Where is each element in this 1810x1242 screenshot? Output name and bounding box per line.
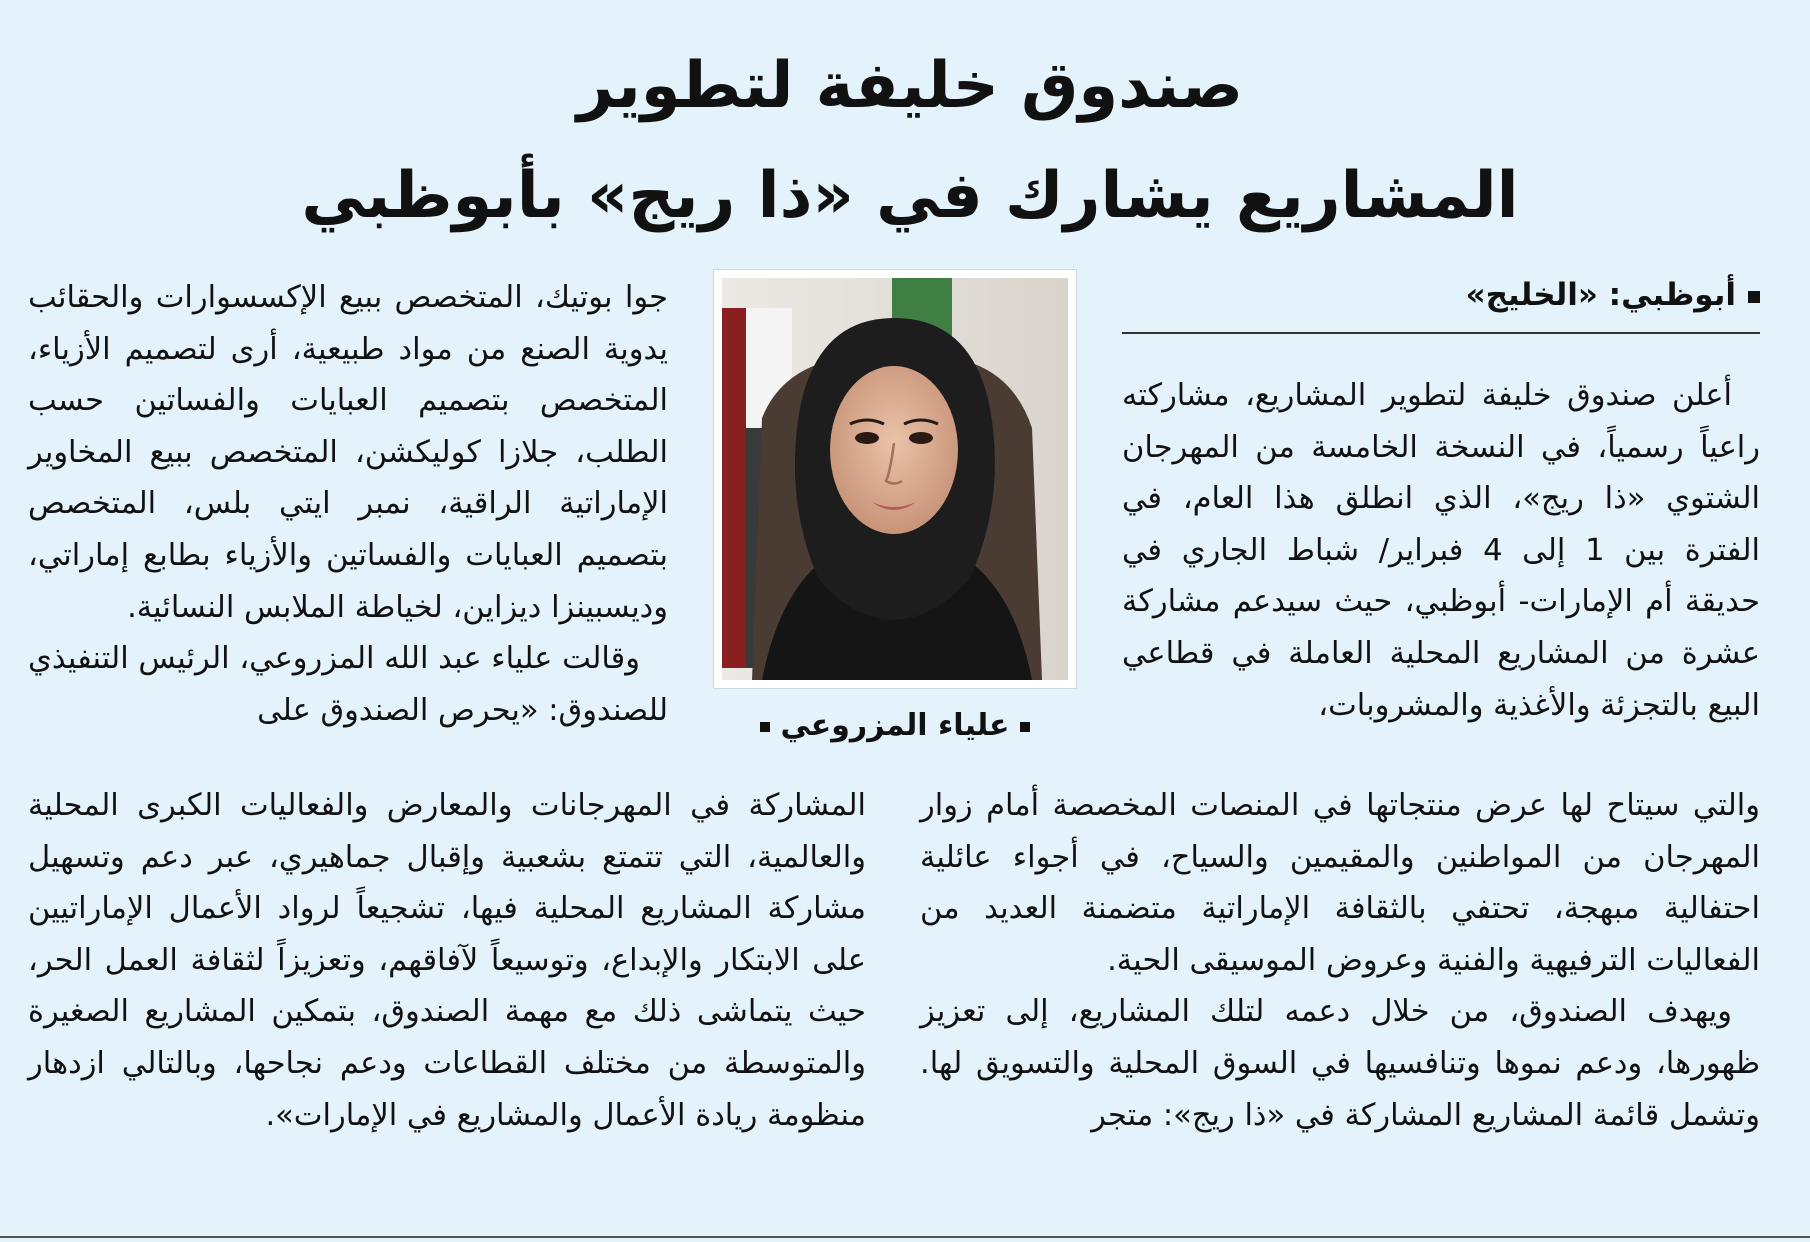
photo-caption xyxy=(714,703,1076,749)
portrait-photo xyxy=(714,270,1076,688)
paragraph: أعلن صندوق خليفة لتطوير المشاريع، مشاركته راعياً رسمياً، في النسخة الخامسة من المهرجان الشتوي «ذا ريج»، الذي انطلق هذا العام، في الفترة بين 1 إلى 4 فبراير/ شباط الجاري في حديقة أم الإمارات- أبوظبي، حيث سيدعم مشاركة عشرة من المشاريع المحلية العاملة في قطاعي البيع بالتجزئة والأغذية والمشروبات، xyxy=(1122,378,1760,723)
paragraph: وقالت علياء عبد الله المزروعي، الرئيس التنفيذي للصندوق: «يحرص الصندوق على xyxy=(28,641,668,728)
paragraph: ويهدف الصندوق، من خلال دعمه لتلك المشاريع، إلى تعزيز ظهورها، ودعم نموها وتنافسيها في السوق المحلية والتسويق لها. وتشمل قائمة المشاريع المشاركة في «ذا ريج»: متجر xyxy=(920,994,1760,1133)
bullet-square-icon xyxy=(760,722,770,732)
bullet-square-icon xyxy=(1020,722,1030,732)
portrait-illustration xyxy=(722,278,1068,680)
column-right-lower xyxy=(920,780,1760,1141)
column-right-upper xyxy=(1122,370,1760,731)
column-left-lower xyxy=(28,780,866,1141)
column-left-upper xyxy=(28,272,668,736)
paragraph: جوا بوتيك، المتخصص ببيع الإكسسوارات والحقائب يدوية الصنع من مواد طبيعية، أرى لتصميم الأزياء، المتخصص بتصميم العبايات والفساتين حسب الطلب، جلازا كوليكشن، المتخصص ببيع المخاوير الإماراتية الراقية، نمبر ايتي بلس، المتخصص بتصميم العبايات والفساتين والأزياء بطابع إماراتي، وديسبينزا ديزاين، لخياطة الملابس النسائية. xyxy=(28,280,668,625)
bottom-divider xyxy=(0,1236,1810,1238)
byline xyxy=(1150,270,1760,320)
caption-text: علياء المزروعي xyxy=(780,708,1010,743)
headline-line-2: المشاريع يشارك في «ذا ريج» بأبوظبي xyxy=(301,159,1519,233)
paragraph: المشاركة في المهرجانات والمعارض والفعاليات الكبرى المحلية والعالمية، التي تتمتع بشعبية وإقبال جماهيري، عبر دعم وتسهيل مشاركة المشاريع المحلية فيها، تشجيعاً لرواد الأعمال الإماراتيين على الابتكار والإبداع، وتوسيعاً لآفاقهم، وتعزيزاً لثقافة العمل الحر، حيث يتماشى ذلك مع مهمة الصندوق، بتمكين المشاريع الصغيرة والمتوسطة من مختلف القطاعات ودعم نجاحها، وبالتالي ازدهار منظومة ريادة الأعمال والمشاريع في الإمارات». xyxy=(28,788,866,1133)
byline-source: «الخليج» xyxy=(1465,277,1598,313)
byline-divider xyxy=(1122,332,1760,334)
paragraph: والتي سيتاح لها عرض منتجاتها في المنصات المخصصة أمام زوار المهرجان من المواطنين والمقيمين والسياح، في أجواء عائلية احتفالية مبهجة، تحتفي بالثقافة الإماراتية متضمنة العديد من الفعاليات الترفيهية والفنية وعروض الموسيقى الحية. xyxy=(920,788,1760,978)
bullet-square-icon xyxy=(1748,291,1760,303)
headline-line-1: صندوق خليفة لتطوير xyxy=(576,49,1244,123)
byline-place: أبوظبي: xyxy=(1608,277,1736,313)
